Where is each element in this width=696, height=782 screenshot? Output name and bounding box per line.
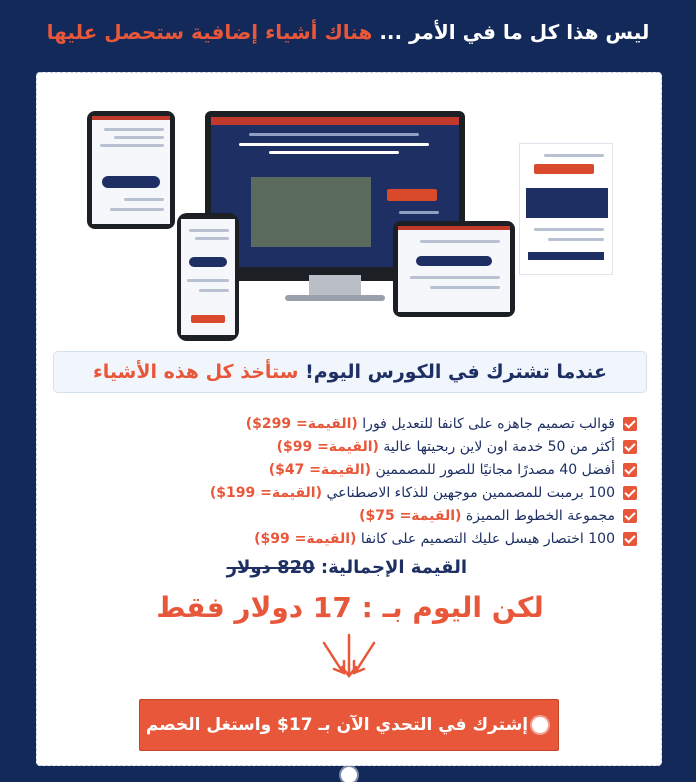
- benefit-value: (القيمة= 47$): [268, 462, 372, 478]
- headline: [0, 20, 696, 44]
- benefits-list: [37, 413, 647, 551]
- benefit-value: (القيمة= 299$): [245, 416, 358, 432]
- burst-icon: [532, 717, 548, 733]
- section-title: [53, 351, 647, 393]
- benefit-text: قوالب تصميم جاهزه على كانفا للتعديل فورا: [362, 416, 615, 432]
- today-price: لكن اليوم بـ : 17 دولار فقط: [156, 591, 544, 624]
- benefit-text: أكثر من 50 خدمة اون لاين ربحيتها عالية: [383, 439, 615, 455]
- benefit-value: (القيمة= 199$): [209, 485, 323, 501]
- total-crossed-price: 820 دولار: [226, 557, 315, 578]
- benefit-value: (القيمة= 99$): [276, 439, 379, 455]
- arrows-down-icon: [312, 633, 386, 681]
- list-item: [37, 482, 647, 505]
- phone-mockup: [177, 213, 239, 341]
- checkbox-icon: [623, 486, 637, 500]
- benefit-value: (القيمة= 75$): [359, 508, 462, 524]
- device-mockups-image: [87, 103, 617, 353]
- subscribe-button-label: إشترك في التحدي الآن بـ 17$ واستغل الخصم: [145, 715, 529, 735]
- list-item: [37, 436, 647, 459]
- total-value: [37, 557, 467, 578]
- checkbox-icon: [623, 440, 637, 454]
- benefit-text: 100 برمبت للمصممين موجهين للذكاء الاصطناعي: [326, 485, 615, 501]
- checkbox-icon: [623, 532, 637, 546]
- benefit-text: أفضل 40 مصدرًا مجانيًا للصور للمصممين: [375, 462, 615, 478]
- section-title-orange: ستأخذ كل هذه الأشياء: [93, 361, 299, 383]
- list-item: [37, 413, 647, 436]
- list-item: [37, 505, 647, 528]
- headline-orange: هناك أشياء إضافية ستحصل عليها: [46, 20, 373, 44]
- checkbox-icon: [623, 463, 637, 477]
- checkbox-icon: [623, 509, 637, 523]
- benefit-text: 100 اختصار هيسل عليك التصميم على كانفا: [360, 531, 615, 547]
- checkbox-icon: [623, 417, 637, 431]
- subscribe-button[interactable]: [139, 699, 559, 751]
- burst-icon: [341, 767, 357, 782]
- list-item: [37, 528, 647, 551]
- list-item: [37, 459, 647, 482]
- total-label: القيمة الإجمالية:: [320, 557, 467, 578]
- headline-white: ليس هذا كل ما في الأمر ...: [379, 20, 650, 44]
- section-title-dark: عندما تشترك في الكورس اليوم!: [305, 361, 607, 383]
- page-preview-mockup: [519, 143, 613, 275]
- offer-card: [36, 72, 662, 766]
- tablet-mockup: [87, 111, 175, 229]
- benefit-text: مجموعة الخطوط المميزة: [465, 508, 615, 524]
- benefit-value: (القيمة= 99$): [254, 531, 357, 547]
- small-tablet-mockup: [393, 221, 515, 317]
